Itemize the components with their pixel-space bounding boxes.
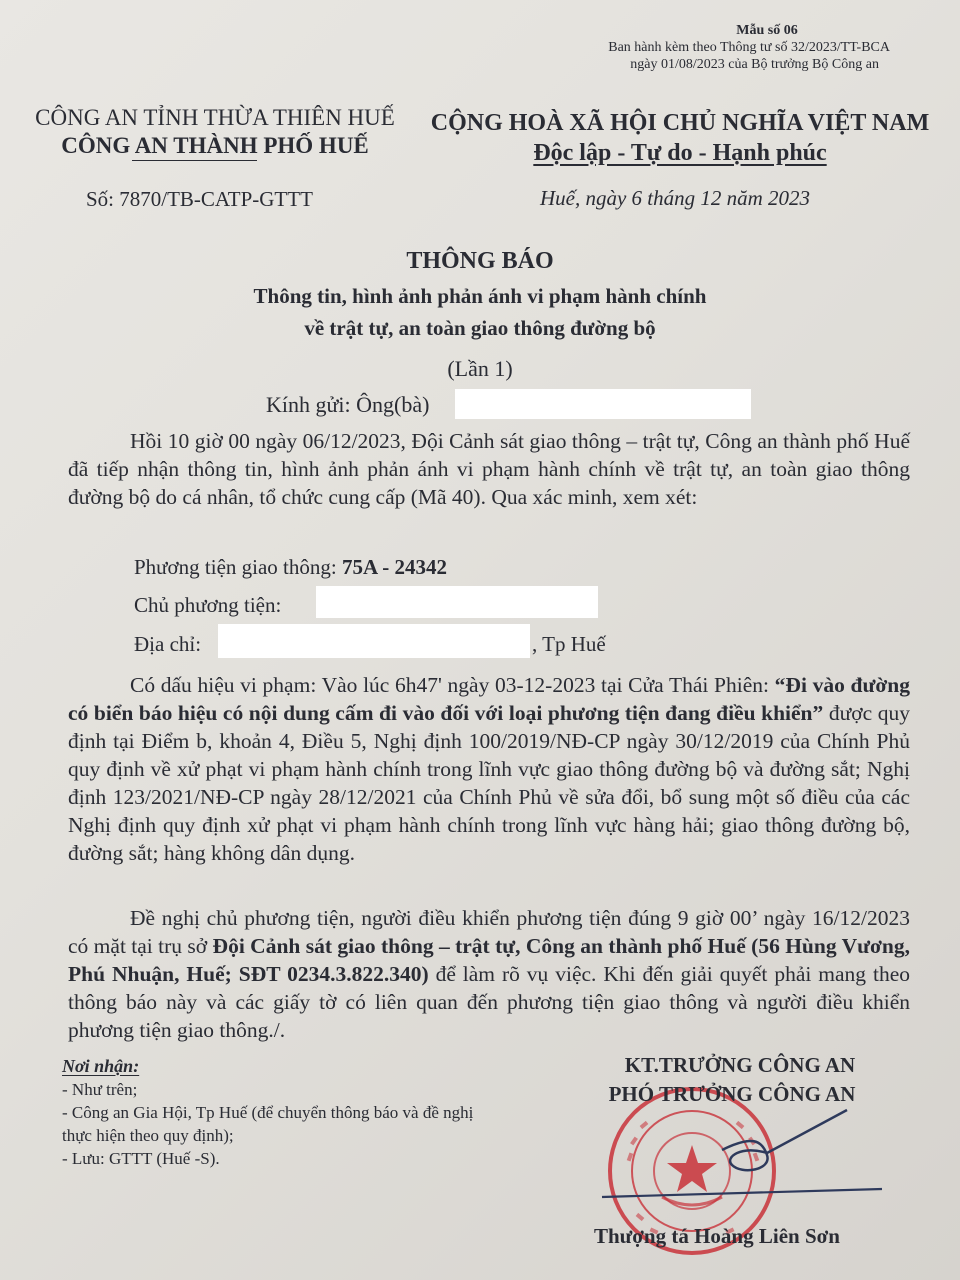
notice-round: (Lần 1) (447, 356, 513, 381)
redacted-recipient-name (455, 389, 751, 419)
agency-parent: CÔNG AN TỈNH THỪA THIÊN HUẾ (35, 105, 395, 130)
vehicle-plate: 75A - 24342 (341, 555, 447, 579)
vehicle-label: Phương tiện giao thông: (134, 555, 342, 579)
recipient-label: Kính gửi: Ông(bà) (266, 392, 430, 417)
violation-intro: Có dấu hiệu vi phạm: Vào lúc 6h47' ngày 03-12-2023 tại Cửa Thái Phiên: (130, 673, 775, 697)
address-suffix: , Tp Huế (532, 632, 606, 656)
violation-description: “Đi vào đường có biển báo hiệu có nội dung cấm đi vào đối với loại phương tiện đang điều khiển” (68, 673, 910, 725)
nation-title: CỘNG HOÀ XÃ HỘI CHỦ NGHĨA VIỆT NAM (430, 110, 930, 136)
recipient-item-2: - Công an Gia Hội, Tp Huế (để chuyển thông báo và đề nghị thực hiện theo quy định); (62, 1103, 474, 1145)
document-number: Số: 7870/TB-CATP-GTTT (86, 187, 313, 211)
paragraph-violation (68, 671, 910, 867)
recipients-block (62, 1055, 522, 1170)
signature-title-1: KT.TRƯỞNG CÔNG AN (624, 1053, 856, 1077)
notice-title: THÔNG BÁO (406, 248, 554, 274)
recipient-item-1: - Như trên; (62, 1080, 138, 1099)
vehicle-field (134, 555, 447, 580)
signature-title-2: PHÓ TRƯỞNG CÔNG AN (608, 1082, 856, 1106)
form-issued-line2: ngày 01/08/2023 của Bộ trưởng Bộ Công an (630, 57, 879, 72)
notice-subtitle-2: về trật tự, an toàn giao thông đường bộ (304, 316, 656, 340)
summons-rest: để làm rõ vụ việc. Khi đến giải quyết phải mang theo thông báo này và các giấy tờ có liên quan đến phương tiện giao thông và người điều khiển phương tiện giao thông./. (68, 962, 910, 1042)
violation-legal-basis: được quy định tại Điểm b, khoản 4, Điều 5, Nghị định 100/2019/NĐ-CP ngày 30/12/2019 của Chính Phủ quy định về xử phạt vi phạm hành chính trong lĩnh vực giao thông đường bộ và đường sắt; Nghị định 123/2021/NĐ-CP ngày 28/12/2021 của Chính Phủ về sửa đổi, bổ sung một số điều của các Nghị định quy định xử phạt vi phạm hành chính trong lĩnh vực hàng hải; giao thông đường bộ, đường sắt; hàng không dân dụng. (68, 701, 910, 865)
agency-header (20, 104, 410, 160)
address-label: Địa chỉ: (134, 632, 202, 656)
paragraph-summons (68, 904, 910, 1044)
form-issued-line1: Ban hành kèm theo Thông tư số 32/2023/TT-BCA (608, 40, 890, 55)
nation-motto: Độc lập - Tự do - Hạnh phúc (533, 140, 827, 166)
redacted-address (218, 624, 530, 658)
agency-underline (132, 160, 257, 161)
handwritten-signature (592, 1105, 892, 1215)
notice-subtitle-1: Thông tin, hình ảnh phản ánh vi phạm hành chính (253, 284, 707, 308)
place-date: Huế, ngày 6 tháng 12 năm 2023 (540, 186, 811, 210)
form-reference (608, 22, 890, 73)
recipient-item-3: - Lưu: GTTT (Huế -S). (62, 1149, 220, 1168)
nation-header (420, 108, 940, 168)
signer-name: Thượng tá Hoàng Liên Sơn (594, 1224, 840, 1248)
redacted-owner (316, 586, 598, 618)
summons-office: Đội Cảnh sát giao thông – trật tự, Công an thành phố Huế (56 Hùng Vương, Phú Nhuận, Huế; SĐT 0234.3.822.340) (68, 934, 910, 986)
summons-intro: Đề nghị chủ phương tiện, người điều khiển phương tiện đúng 9 giờ 00’ ngày 16/12/2023 có mặt tại trụ sở (68, 906, 910, 958)
agency-name: CÔNG AN THÀNH PHỐ HUẾ (61, 133, 369, 158)
recipients-heading: Nơi nhận: (62, 1056, 140, 1076)
owner-label: Chủ phương tiện: (134, 593, 282, 617)
paragraph-receipt: Hồi 10 giờ 00 ngày 06/12/2023, Đội Cảnh sát giao thông – trật tự, Công an thành phố Huế đã tiếp nhận thông tin, hình ảnh phản ánh vi phạm hành chính về trật tự, an toàn giao thông đường bộ do cá nhân, tổ chức cung cấp (Mã 40). Qua xác minh, xem xét: (68, 429, 910, 509)
form-number: Mẫu số 06 (736, 23, 798, 38)
